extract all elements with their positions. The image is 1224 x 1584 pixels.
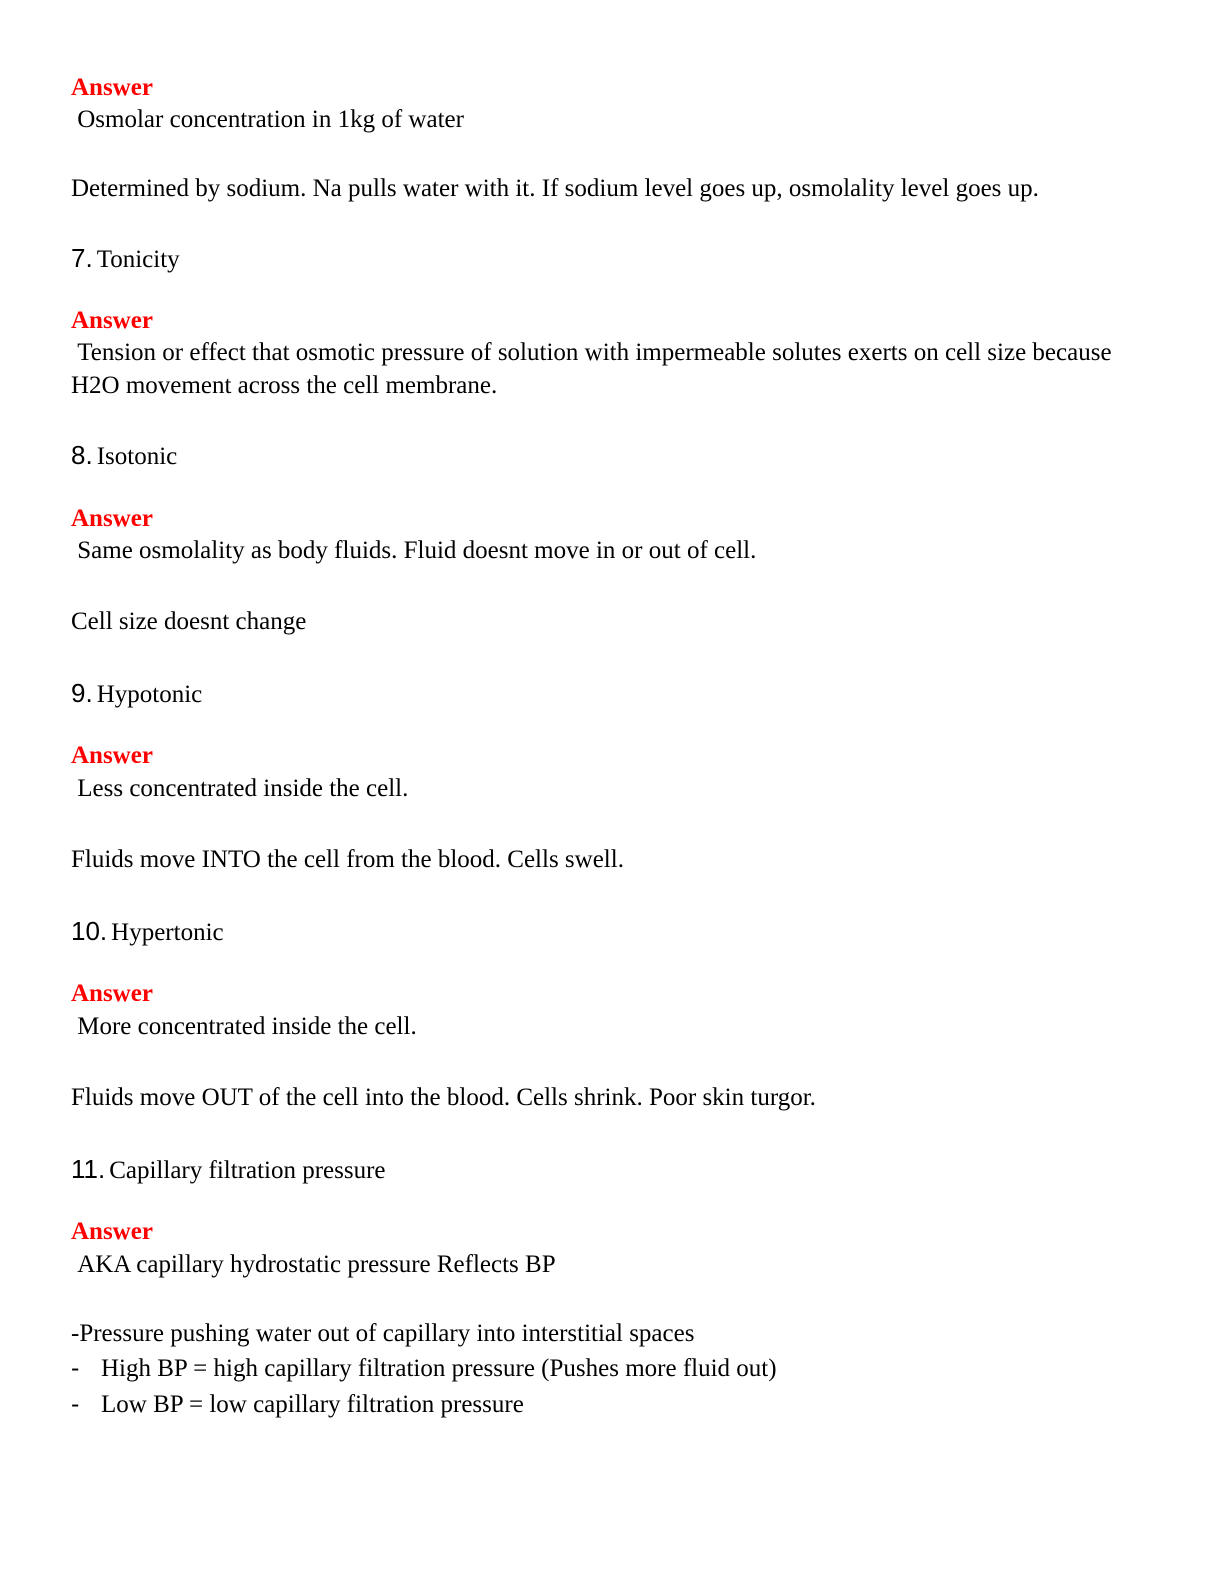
question-number: 8. bbox=[71, 440, 93, 470]
question-item bbox=[71, 676, 202, 710]
answer-text: Same osmolality as body fluids. Fluid doesnt move in or out of cell. bbox=[71, 537, 757, 564]
question-term: Hypotonic bbox=[96, 681, 203, 708]
question-term: Tonicity bbox=[96, 246, 180, 273]
answer-detail: Determined by sodium. Na pulls water with it. If sodium level goes up, osmolality level goes up. bbox=[71, 175, 1039, 202]
question-number: 9. bbox=[71, 678, 93, 708]
bullet-dash: - bbox=[71, 1390, 80, 1418]
question-term: Isotonic bbox=[96, 443, 178, 470]
bullet-text: High BP = high capillary filtration pressure (Pushes more fluid out) bbox=[101, 1355, 777, 1382]
answer-detail: -Pressure pushing water out of capillary into interstitial spaces bbox=[71, 1320, 695, 1347]
answer-label: Answer bbox=[71, 74, 153, 101]
answer-label: Answer bbox=[71, 980, 153, 1007]
answer-label: Answer bbox=[71, 1218, 153, 1245]
question-number: 10. bbox=[71, 916, 108, 946]
question-term: Hypertonic bbox=[111, 919, 224, 946]
question-number: 7. bbox=[71, 243, 93, 273]
answer-text: Less concentrated inside the cell. bbox=[71, 775, 409, 802]
question-item bbox=[71, 1152, 386, 1186]
question-item bbox=[71, 241, 180, 275]
answer-text: Tension or effect that osmotic pressure of solution with impermeable solutes exerts on cell size because H2O movement across the cell membrane. bbox=[71, 339, 1118, 399]
bullet-item bbox=[71, 1387, 524, 1421]
bullet-dash: - bbox=[71, 1354, 80, 1382]
answer-detail: Fluids move INTO the cell from the blood. Cells swell. bbox=[71, 846, 624, 873]
answer-text: AKA capillary hydrostatic pressure Reflects BP bbox=[71, 1251, 556, 1278]
bullet-item bbox=[71, 1351, 777, 1385]
question-item bbox=[71, 438, 177, 472]
question-item bbox=[71, 914, 224, 948]
answer-detail: Fluids move OUT of the cell into the blood. Cells shrink. Poor skin turgor. bbox=[71, 1084, 816, 1111]
question-term: Capillary filtration pressure bbox=[109, 1157, 386, 1184]
answer-label: Answer bbox=[71, 742, 153, 769]
answer-label: Answer bbox=[71, 307, 153, 334]
answer-detail: Cell size doesnt change bbox=[71, 608, 307, 635]
answer-label: Answer bbox=[71, 505, 153, 532]
answer-text: More concentrated inside the cell. bbox=[71, 1013, 417, 1040]
question-number: 11. bbox=[71, 1154, 106, 1184]
bullet-text: Low BP = low capillary filtration pressure bbox=[101, 1391, 524, 1418]
answer-text: Osmolar concentration in 1kg of water bbox=[71, 106, 464, 133]
